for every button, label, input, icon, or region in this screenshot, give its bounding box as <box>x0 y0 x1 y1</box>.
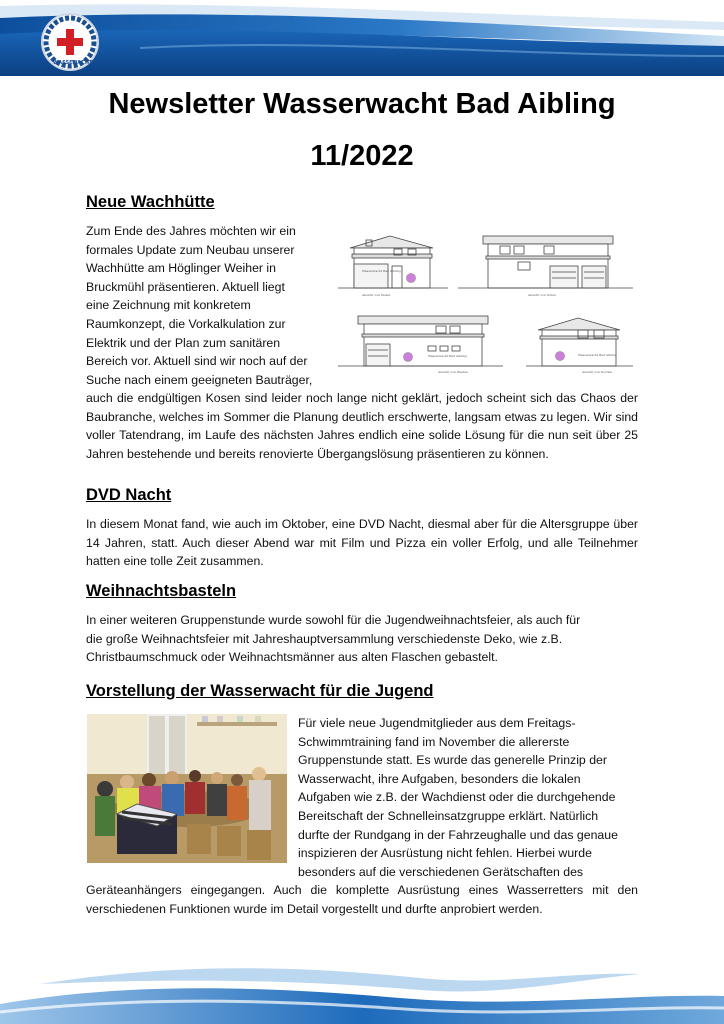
basteln-text <box>86 611 638 667</box>
text-line: Aufgaben wie z.B. der Wachdienst oder die durchgehende <box>298 790 616 805</box>
drawing-sign-south: Wasserwacht Bad Aibling <box>362 269 401 273</box>
text-line: Bereitschaft der Schnelleinsatzgruppe erklärt. Natürlich <box>298 808 599 823</box>
section-heading-dvd: DVD Nacht <box>86 486 172 504</box>
text-line: Zum Ende des Jahres möchten wir ein <box>86 224 296 238</box>
text-line: Bereich vor. Aktuell sind wir noch auf der <box>86 354 308 369</box>
jugend-text-right <box>298 714 638 881</box>
footer-wave <box>0 944 724 1024</box>
text-line: Raumkonzept, die Vorkalkulation zur <box>86 316 286 331</box>
text-line: Gruppenstunde statt. Es wurde das generelle Prinzip der <box>298 753 607 768</box>
drawing-sign-west: Wasserwacht Bad Aibling <box>428 354 467 358</box>
text-line: besonders auf die verschiedenen Gerätschaften des <box>298 864 584 879</box>
drawing-caption-north: Ansicht von Norden <box>582 370 613 374</box>
text-line: formales Update zum Neubau unserer <box>86 242 295 257</box>
text-line: Für viele neue Jugendmitglieder aus dem Freitags- <box>298 716 576 730</box>
text-line: Suche nach einem geeigneten Bauträger, <box>86 372 313 387</box>
text-line: Wachhütte am Höglinger Weiher in <box>86 261 277 276</box>
section-heading-jugend: Vorstellung der Wasserwacht für die Jugend <box>86 682 434 700</box>
text-line: inspizieren der Ausrüstung nicht fehlen. Hierbei wurde <box>298 846 592 861</box>
text-line: Bruckmühl präsentieren. Aktuell liegt <box>86 279 285 294</box>
section-heading-wachhuette: Neue Wachhütte <box>86 193 215 211</box>
page-title: Newsletter Wasserwacht Bad Aibling <box>108 88 616 120</box>
text-line: Elektrik und der Plan zum sanitären <box>86 335 281 350</box>
drawing-caption-south: Ansicht von Süden <box>362 293 391 297</box>
text-line: die große Weihnachtsfeier mit Jahreshauptversammlung verschiedenste Deko, wie z.B. <box>86 631 563 646</box>
text-line: eine Zeichnung mit konkretem <box>86 298 251 313</box>
wasserwacht-logo-icon <box>40 12 100 72</box>
wachhuette-text-rest: auch die endgültigen Kosen sind leider noch lange nicht geklärt, jedoch scheint sich das Chaos der Baubranche, welches im Sommer die Planung deutlich erschwerte, langsam etwas zu legen. Wir sind voller Tatendrang, im Laufe des nächsten Jahres endlich eine solide Lösung für die nun seit über 25 Jahren bestehende und bereits renovierte Übergangslösung präsentieren zu können. <box>86 391 638 461</box>
dvd-text: In diesem Monat fand, wie auch im Oktober, eine DVD Nacht, diesmal aber für die Altersgruppe über 14 Jahren, statt. Auch dieser Abend war mit Film und Pizza ein voller Erfolg, und alle Teilnehmer hatten eine tolle Zeit zusammen. <box>86 517 638 569</box>
drawing-view-south <box>338 236 448 297</box>
drawing-caption-west: Ansicht von Westen <box>438 370 468 374</box>
text-line: In einer weiteren Gruppenstunde wurde sowohl für die Jugendweihnachtsfeier, als auch für <box>86 613 581 627</box>
drawing-view-east <box>458 236 633 297</box>
jugend-text-rest: Geräteanhängers eingegangen. Auch die komplette Ausrüstung eines Wasserretters mit den verschiedenen Funktionen wurde im Detail vorgestellt und durfte anprobiert werden. <box>86 883 638 916</box>
group-photo-icon <box>87 714 287 863</box>
page-subtitle-date: 11/2022 <box>310 140 414 172</box>
drawing-view-west <box>338 316 503 374</box>
drawing-caption-east: Ansicht von Osten <box>528 293 556 297</box>
header-banner <box>0 0 724 76</box>
text-line: Christbaumschmuck oder Weihnachtsmänner aus alten Flaschen gebastelt. <box>86 650 498 665</box>
text-line: durfte der Rundgang in der Fahrzeughalle und das genaue <box>298 827 618 842</box>
text-line: Wasserwacht, ihre Aufgaben, besonders die lokalen <box>298 771 581 786</box>
logo-text-left: WASSER <box>53 60 77 66</box>
wachhuette-text-left <box>86 222 332 389</box>
wachhuette-drawing <box>338 226 638 376</box>
logo-text-right: WACHT <box>72 60 93 66</box>
text-line: Schwimmtraining fand im November die allererste <box>298 734 570 749</box>
section-heading-basteln: Weihnachtsbasteln <box>86 582 237 600</box>
drawing-sign-north: Wasserwacht Bad Aibling <box>578 353 617 357</box>
drawing-view-north <box>526 318 633 374</box>
